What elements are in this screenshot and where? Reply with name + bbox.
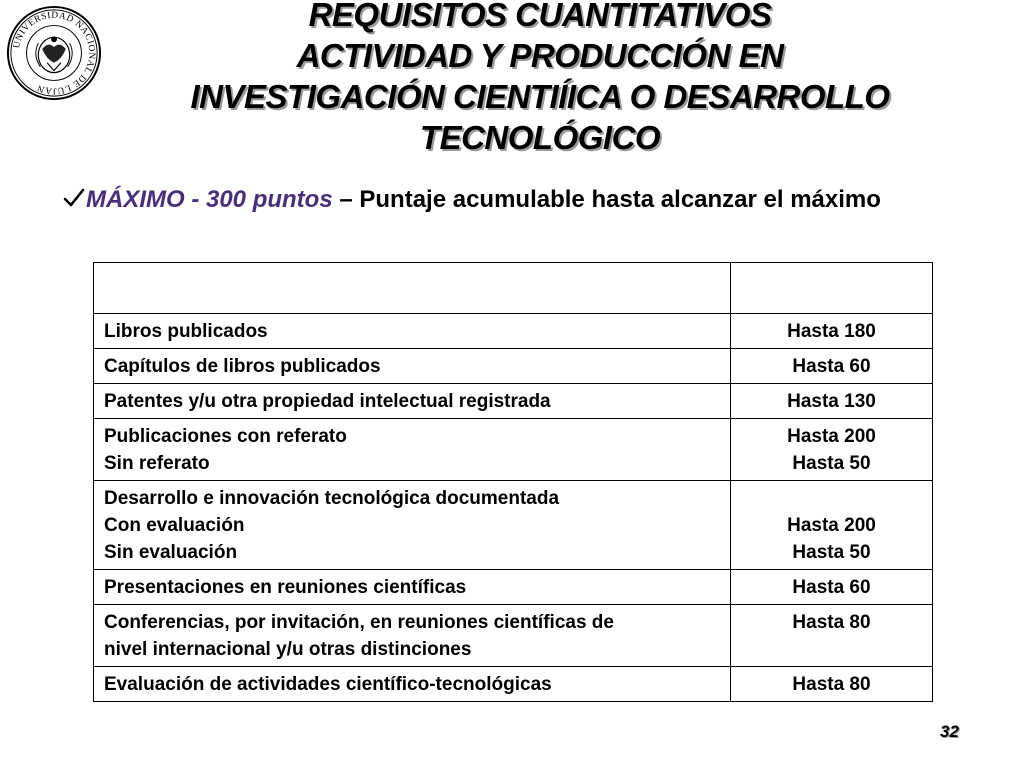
table-row (94, 314, 933, 349)
points-text: Hasta 60 (792, 356, 871, 377)
requirement-cell (94, 481, 731, 570)
points-text: Hasta 80 (792, 612, 871, 633)
requirement-text: nivel internacional y/u otras distinciones (104, 639, 472, 660)
table-row (94, 570, 933, 605)
points-text: Hasta 130 (787, 391, 876, 412)
title-line: REQUISITOS CUANTITATIVOS (308, 0, 772, 33)
table-row (94, 419, 933, 481)
requirement-text: Patentes y/u otra propiedad intelectual registrada (104, 391, 551, 412)
points-text: Hasta 50 (792, 453, 871, 474)
points-cell (731, 605, 933, 667)
table-row (94, 605, 933, 667)
table-row (94, 349, 933, 384)
requirement-text: Libros publicados (104, 321, 268, 342)
requirement-text: Sin referato (104, 453, 210, 474)
requirement-cell (94, 605, 731, 667)
table-header-row (94, 263, 933, 314)
university-seal-logo (5, 4, 103, 102)
title-line: INVESTIGACIÓN CIENTIÍICA O DESARROLLO (190, 78, 890, 115)
requirement-text: Sin evaluación (104, 542, 238, 563)
requirement-cell (94, 570, 731, 605)
header-cell-item (94, 263, 731, 314)
points-text: Hasta 200 (787, 515, 876, 536)
table-row (94, 667, 933, 702)
header-cell-points (731, 263, 933, 314)
points-cell (731, 384, 933, 419)
seal-lettering: UNIVERSIDAD NACIONAL DE LUJAN (11, 10, 97, 96)
points-cell (731, 314, 933, 349)
requirement-cell (94, 419, 731, 481)
points-text: Hasta 80 (792, 674, 871, 695)
requirement-text: Desarrollo e innovación tecnológica documentada (104, 488, 560, 509)
requirement-text: Con evaluación (104, 515, 245, 536)
requirements-table (93, 262, 933, 702)
title-line: ACTIVIDAD Y PRODUCCIÓN EN (296, 37, 784, 74)
points-cell (731, 419, 933, 481)
requirement-cell (94, 314, 731, 349)
max-score-description: – Puntaje acumulable hasta alcanzar el máximo (332, 186, 881, 213)
requirement-text: Evaluación de actividades científico-tecnológicas (104, 674, 552, 695)
table-row (94, 384, 933, 419)
requirement-cell (94, 667, 731, 702)
max-score-highlight: MÁXIMO - 300 puntos (86, 186, 333, 213)
requirement-text: Presentaciones en reuniones científicas (104, 577, 467, 598)
slide-title (110, 0, 970, 158)
page-number: 32 (940, 722, 959, 741)
points-text: Hasta 60 (792, 577, 871, 598)
table-row (94, 481, 933, 570)
points-cell (731, 481, 933, 570)
title-line: TECNOLÓGICO (419, 119, 661, 156)
points-cell (731, 570, 933, 605)
points-text: Hasta 50 (792, 542, 871, 563)
points-text: Hasta 180 (787, 321, 876, 342)
requirement-cell (94, 384, 731, 419)
requirement-text: Publicaciones con referato (104, 426, 347, 447)
requirement-cell (94, 349, 731, 384)
max-score-note (62, 184, 962, 216)
points-cell (731, 349, 933, 384)
requirement-text: Conferencias, por invitación, en reuniones científicas de (104, 612, 614, 633)
requirement-text: Capítulos de libros publicados (104, 356, 381, 377)
points-cell (731, 667, 933, 702)
checkmark-icon (62, 186, 86, 210)
points-text: Hasta 200 (787, 426, 876, 447)
